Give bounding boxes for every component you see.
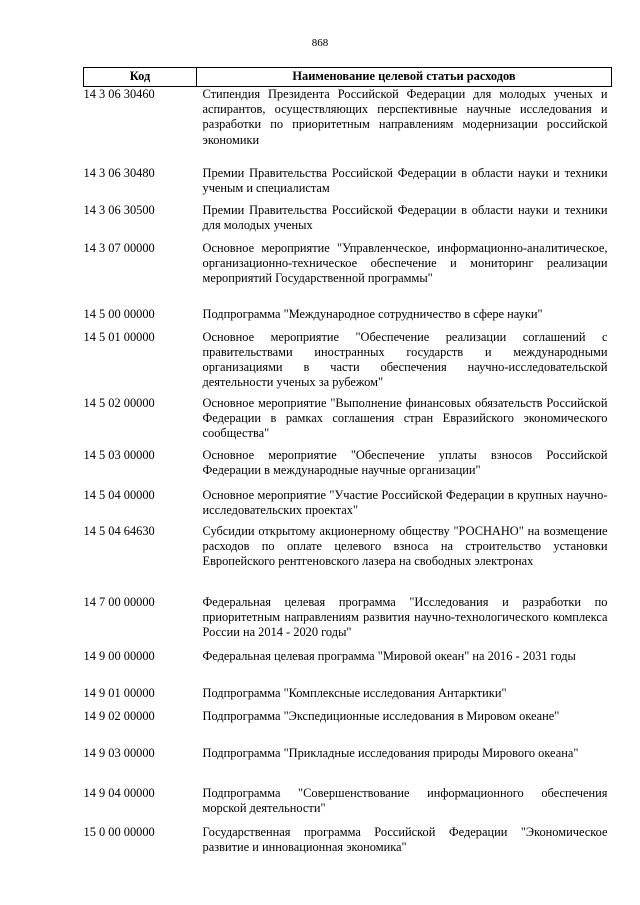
row-code: 14 5 01 00000 (83, 329, 155, 344)
row-name: Федеральная целевая программа "Исследования и разработки по приоритетным направлениям развития научно-технологического комплекса России на 2014 - 2020 годы" (202, 594, 608, 639)
table-row (84, 307, 612, 330)
row-code: 14 5 04 00000 (83, 487, 155, 502)
table-row (84, 709, 612, 746)
column-header-name: Наименование целевой статьи расходов (197, 68, 612, 87)
table-row (84, 524, 612, 595)
row-name: Премии Правительства Российской Федерации в области науки и техники ученым и специалистам (202, 165, 608, 195)
row-name: Основное мероприятие "Обеспечение реализации соглашений с правительствами иностранных государств и международными организациями в части обеспечения научно-исследовательской деятельности ученых за рубежом" (202, 329, 608, 390)
row-code: 14 9 01 00000 (83, 685, 155, 700)
row-name: Подпрограмма "Прикладные исследования природы Мирового океана" (202, 745, 579, 760)
row-name: Основное мероприятие "Выполнение финансовых обязательств Российской Федерации в рамках соглашения стран Евразийского экономического сообщества" (202, 395, 608, 440)
table-row (84, 396, 612, 448)
table-row (84, 241, 612, 307)
row-name: Основное мероприятие "Участие Российской Федерации в крупных научно-исследовательских проектах" (202, 487, 608, 517)
table-row (84, 786, 612, 825)
row-name: Подпрограмма "Совершенствование информационного обеспечения морской деятельности" (202, 785, 608, 815)
row-name: Подпрограмма "Экспедиционные исследования в Мировом океане" (202, 708, 560, 723)
row-code: 14 5 04 64630 (83, 523, 155, 538)
row-code: 14 9 04 00000 (83, 785, 155, 800)
row-name: Основное мероприятие "Управленческое, информационно-аналитическое, организационно-техническое обеспечение и мониторинг реализации мероприятий Государственной программы" (202, 240, 608, 285)
row-code: 15 0 00 00000 (83, 824, 155, 839)
row-name: Стипендия Президента Российской Федерации для молодых ученых и аспирантов, осуществляющих перспективные научные исследования и разработки по приоритетным направлениям модернизации российской экономики (202, 87, 608, 147)
table-row (84, 488, 612, 524)
row-code: 14 3 07 00000 (83, 240, 155, 255)
page-number: 868 (311, 37, 329, 49)
row-name: Подпрограмма "Международное сотрудничество в сфере науки" (202, 306, 543, 321)
table-row (84, 87, 612, 166)
table-row (84, 330, 612, 396)
row-name: Государственная программа Российской Федерации "Экономическое развитие и инновационная экономика" (202, 824, 608, 854)
table-row (84, 203, 612, 241)
table-row (84, 746, 612, 786)
column-header-code: Код (84, 68, 197, 87)
row-code: 14 5 00 00000 (83, 306, 155, 321)
row-code: 14 9 00 00000 (83, 648, 155, 663)
row-name: Основное мероприятие "Обеспечение уплаты взносов Российской Федерации в международные научные организации" (202, 447, 608, 477)
budget-codes-table (83, 67, 612, 859)
row-code: 14 3 06 30460 (83, 87, 155, 101)
row-code: 14 3 06 30480 (83, 165, 155, 180)
row-name: Субсидии открытому акционерному обществу "РОСНАНО" на возмещение расходов по оплате целевого взноса на строительство установки Европейского рентгеновского лазера на свободных электронах (202, 523, 608, 568)
table-row (84, 649, 612, 686)
row-code: 14 5 03 00000 (83, 447, 155, 462)
table-row (84, 166, 612, 203)
row-code: 14 7 00 00000 (83, 594, 155, 609)
row-code: 14 9 02 00000 (83, 708, 155, 723)
row-name: Подпрограмма "Комплексные исследования Антарктики" (202, 685, 507, 700)
table-row (84, 595, 612, 649)
table-header-row (84, 68, 612, 87)
row-code: 14 5 02 00000 (83, 395, 155, 410)
table-row (84, 825, 612, 859)
row-code: 14 9 03 00000 (83, 745, 155, 760)
row-name: Премии Правительства Российской Федерации в области науки и техники для молодых ученых (202, 202, 608, 232)
table-row (84, 686, 612, 709)
row-name: Федеральная целевая программа "Мировой океан" на 2016 - 2031 годы (202, 648, 576, 663)
row-code: 14 3 06 30500 (83, 202, 155, 217)
table-row (84, 448, 612, 488)
